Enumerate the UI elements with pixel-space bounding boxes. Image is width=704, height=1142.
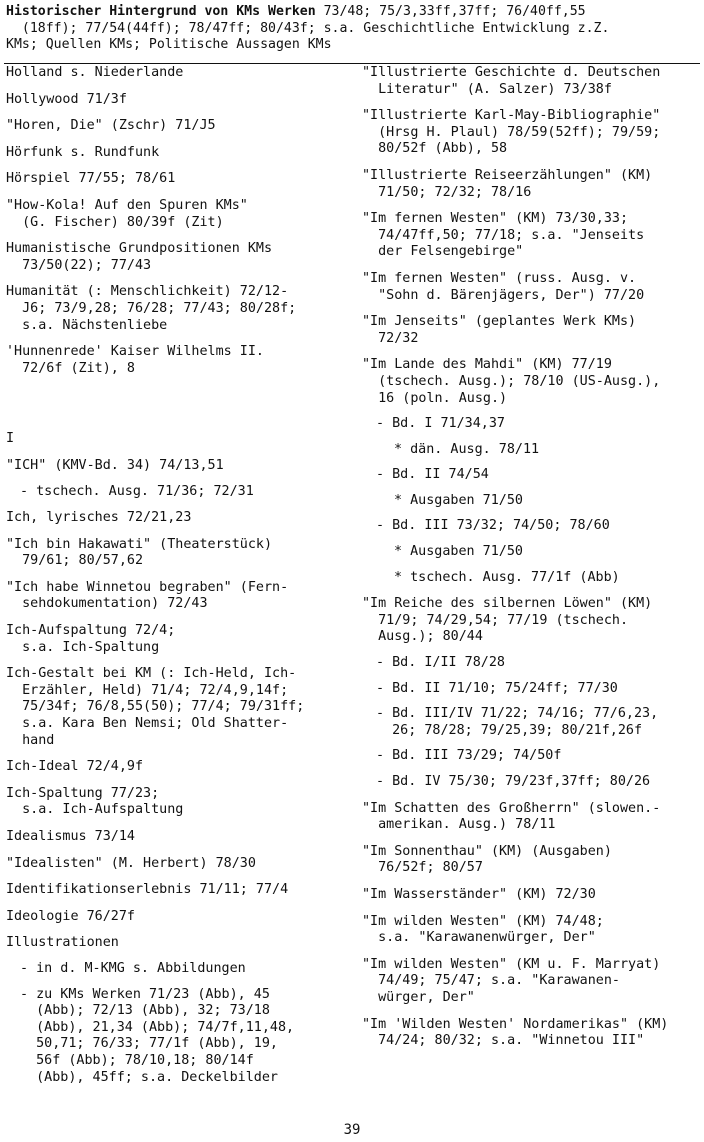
index-subsubentry: * dän. Ausg. 78/11 (394, 441, 540, 457)
index-entry: Hörfunk s. Rundfunk (6, 144, 160, 160)
index-entry: "Idealisten" (M. Herbert) 78/30 (6, 855, 256, 871)
index-subsubentry: * tschech. Ausg. 77/1f (Abb) (394, 569, 620, 585)
index-entry: 'Hunnenrede' Kaiser Wilhelms II. 72/6f (Zit), 8 (6, 344, 264, 376)
header-references: 73/48; 75/3,33ff,37ff; 76/40ff,55 (18ff); 77/54(44ff); 78/47ff; 80/43f; s.a. Geschichtliche Entwicklung z.Z. KMs; Quellen KMs; Politische Aussagen KMs (6, 4, 610, 52)
index-entry: Humanität (: Menschlichkeit) 72/12- J6; 73/9,28; 76/28; 77/43; 80/28f; s.a. Nächstenliebe (6, 284, 297, 333)
index-entry: Ich-Spaltung 77/23; s.a. Ich-Aufspaltung (6, 785, 184, 818)
index-entry: "Im 'Wilden Westen' Nordamerikas" (KM) 74/24; 80/32; s.a. "Winnetou III" (362, 1016, 669, 1049)
index-subentry: - Bd. IV 75/30; 79/23f,37ff; 80/26 (376, 774, 651, 789)
index-entry: "Im wilden Westen" (KM) 74/48; s.a. "Karawanenwürger, Der" (362, 913, 604, 946)
index-entry: Ich-Aufspaltung 72/4; s.a. Ich-Spaltung (6, 623, 176, 655)
index-entry: Holland s. Niederlande (6, 65, 184, 80)
index-entry: "Im Wasserständer" (KM) 72/30 (362, 886, 596, 902)
index-entry: "Im Lande des Mahdi" (KM) 77/19 (tschech. Ausg.); 78/10 (US-Ausg.), 16 (poln. Ausg.) (362, 357, 661, 406)
index-column-right (362, 62, 702, 1050)
index-entry: Hörspiel 77/55; 78/61 (6, 171, 176, 187)
index-entry: "How-Kola! Auf den Spuren KMs" (G. Fischer) 80/39f (Zit) (6, 197, 248, 230)
index-entry: "Im Reiche des silbernen Löwen" (KM) 71/9; 74/29,54; 77/19 (tschech. Ausg.); 80/44 (362, 596, 653, 645)
index-subentry: - Bd. I/II 78/28 (376, 655, 505, 671)
index-entry: Ich, lyrisches 72/21,23 (6, 510, 192, 526)
index-column-left (6, 62, 356, 1086)
index-subentry: - Bd. III/IV 71/22; 74/16; 77/6,23, 26; 78/28; 79/25,39; 80/21f,26f (376, 706, 659, 738)
index-entry: "Im Sonnenthau" (KM) (Ausgaben) 76/52f; 80/57 (362, 843, 612, 876)
index-entry: "ICH" (KMV-Bd. 34) 74/13,51 (6, 457, 224, 473)
index-entry: Illustrationen (6, 935, 119, 951)
index-entry: Hollywood 71/3f (6, 91, 127, 107)
index-entry: "Horen, Die" (Zschr) 71/J5 (6, 118, 216, 134)
index-subentry: - Bd. I 71/34,37 (376, 416, 505, 432)
index-subentry: - tschech. Ausg. 71/36; 72/31 (20, 483, 254, 499)
index-entry: "Im wilden Westen" (KM u. F. Marryat) 74/49; 75/47; s.a. "Karawanen- würger, Der" (362, 956, 661, 1005)
index-entry: "Im Schatten des Großherrn" (slowen.- amerikan. Ausg.) 78/11 (362, 800, 661, 833)
index-entry: Ideologie 76/27f (6, 908, 135, 924)
index-subentry: - Bd. II 71/10; 75/24ff; 77/30 (376, 680, 618, 696)
index-entry: I (6, 431, 15, 447)
index-subentry: - in d. M-KMG s. Abbildungen (20, 960, 246, 976)
index-entry: "Im Jenseits" (geplantes Werk KMs) 72/32 (362, 314, 637, 346)
index-subentry: - Bd. II 74/54 (376, 467, 489, 483)
index-entry: "Im fernen Westen" (KM) 73/30,33; 74/47ff,50; 77/18; s.a. "Jenseits der Felsengebirge" (362, 211, 645, 260)
index-subsubentry: * Ausgaben 71/50 (394, 544, 523, 560)
index-entry: Ich-Ideal 72/4,9f (6, 759, 144, 775)
index-header (6, 4, 696, 54)
index-entry: Identifikationserlebnis 71/11; 77/4 (6, 882, 289, 898)
index-entry: "Illustrierte Karl-May-Bibliographie" (Hrsg H. Plaul) 78/59(52ff); 79/59; 80/52f (Abb), 58 (362, 108, 661, 157)
index-subsubentry: * Ausgaben 71/50 (394, 492, 523, 508)
index-entry: "Illustrierte Reiseerzählungen" (KM) 71/50; 72/32; 78/16 (362, 167, 653, 200)
index-entry: Humanistische Grundpositionen KMs 73/50(22); 77/43 (6, 241, 273, 273)
index-entry: "Im fernen Westen" (russ. Ausg. v. "Sohn d. Bärenjägers, Der") 77/20 (362, 270, 645, 303)
index-entry: "Illustrierte Geschichte d. Deutschen Literatur" (A. Salzer) 73/38f (362, 65, 661, 97)
page-number: 39 (343, 1122, 361, 1138)
index-entry: "Ich habe Winnetou begraben" (Fern- sehdokumentation) 72/43 (6, 579, 289, 612)
index-entry: Ich-Gestalt bei KM (: Ich-Held, Ich- Erzähler, Held) 71/4; 72/4,9,14f; 75/34f; 76/8,55(50); 77/4; 79/31ff; s.a. Kara Ben Nemsi; Old Shatter- hand (6, 666, 305, 748)
header-topic: Historischer Hintergrund von KMs Werken (6, 4, 316, 19)
index-subentry: - zu KMs Werken 71/23 (Abb), 45 (Abb); 72/13 (Abb), 32; 73/18 (Abb), 21,34 (Abb); 74/7f,11,48, 50,71; 76/33; 77/1f (Abb), 19, 56f (Abb); 78/10,18; 80/14f (Abb), 45ff; s.a. Deckelbilder (20, 986, 295, 1085)
index-subentry: - Bd. III 73/29; 74/50f (376, 748, 562, 764)
index-entry: "Ich bin Hakawati" (Theaterstück) 79/61; 80/57,62 (6, 536, 273, 569)
index-entry: Idealismus 73/14 (6, 829, 135, 844)
index-subentry: - Bd. III 73/32; 74/50; 78/60 (376, 518, 610, 534)
